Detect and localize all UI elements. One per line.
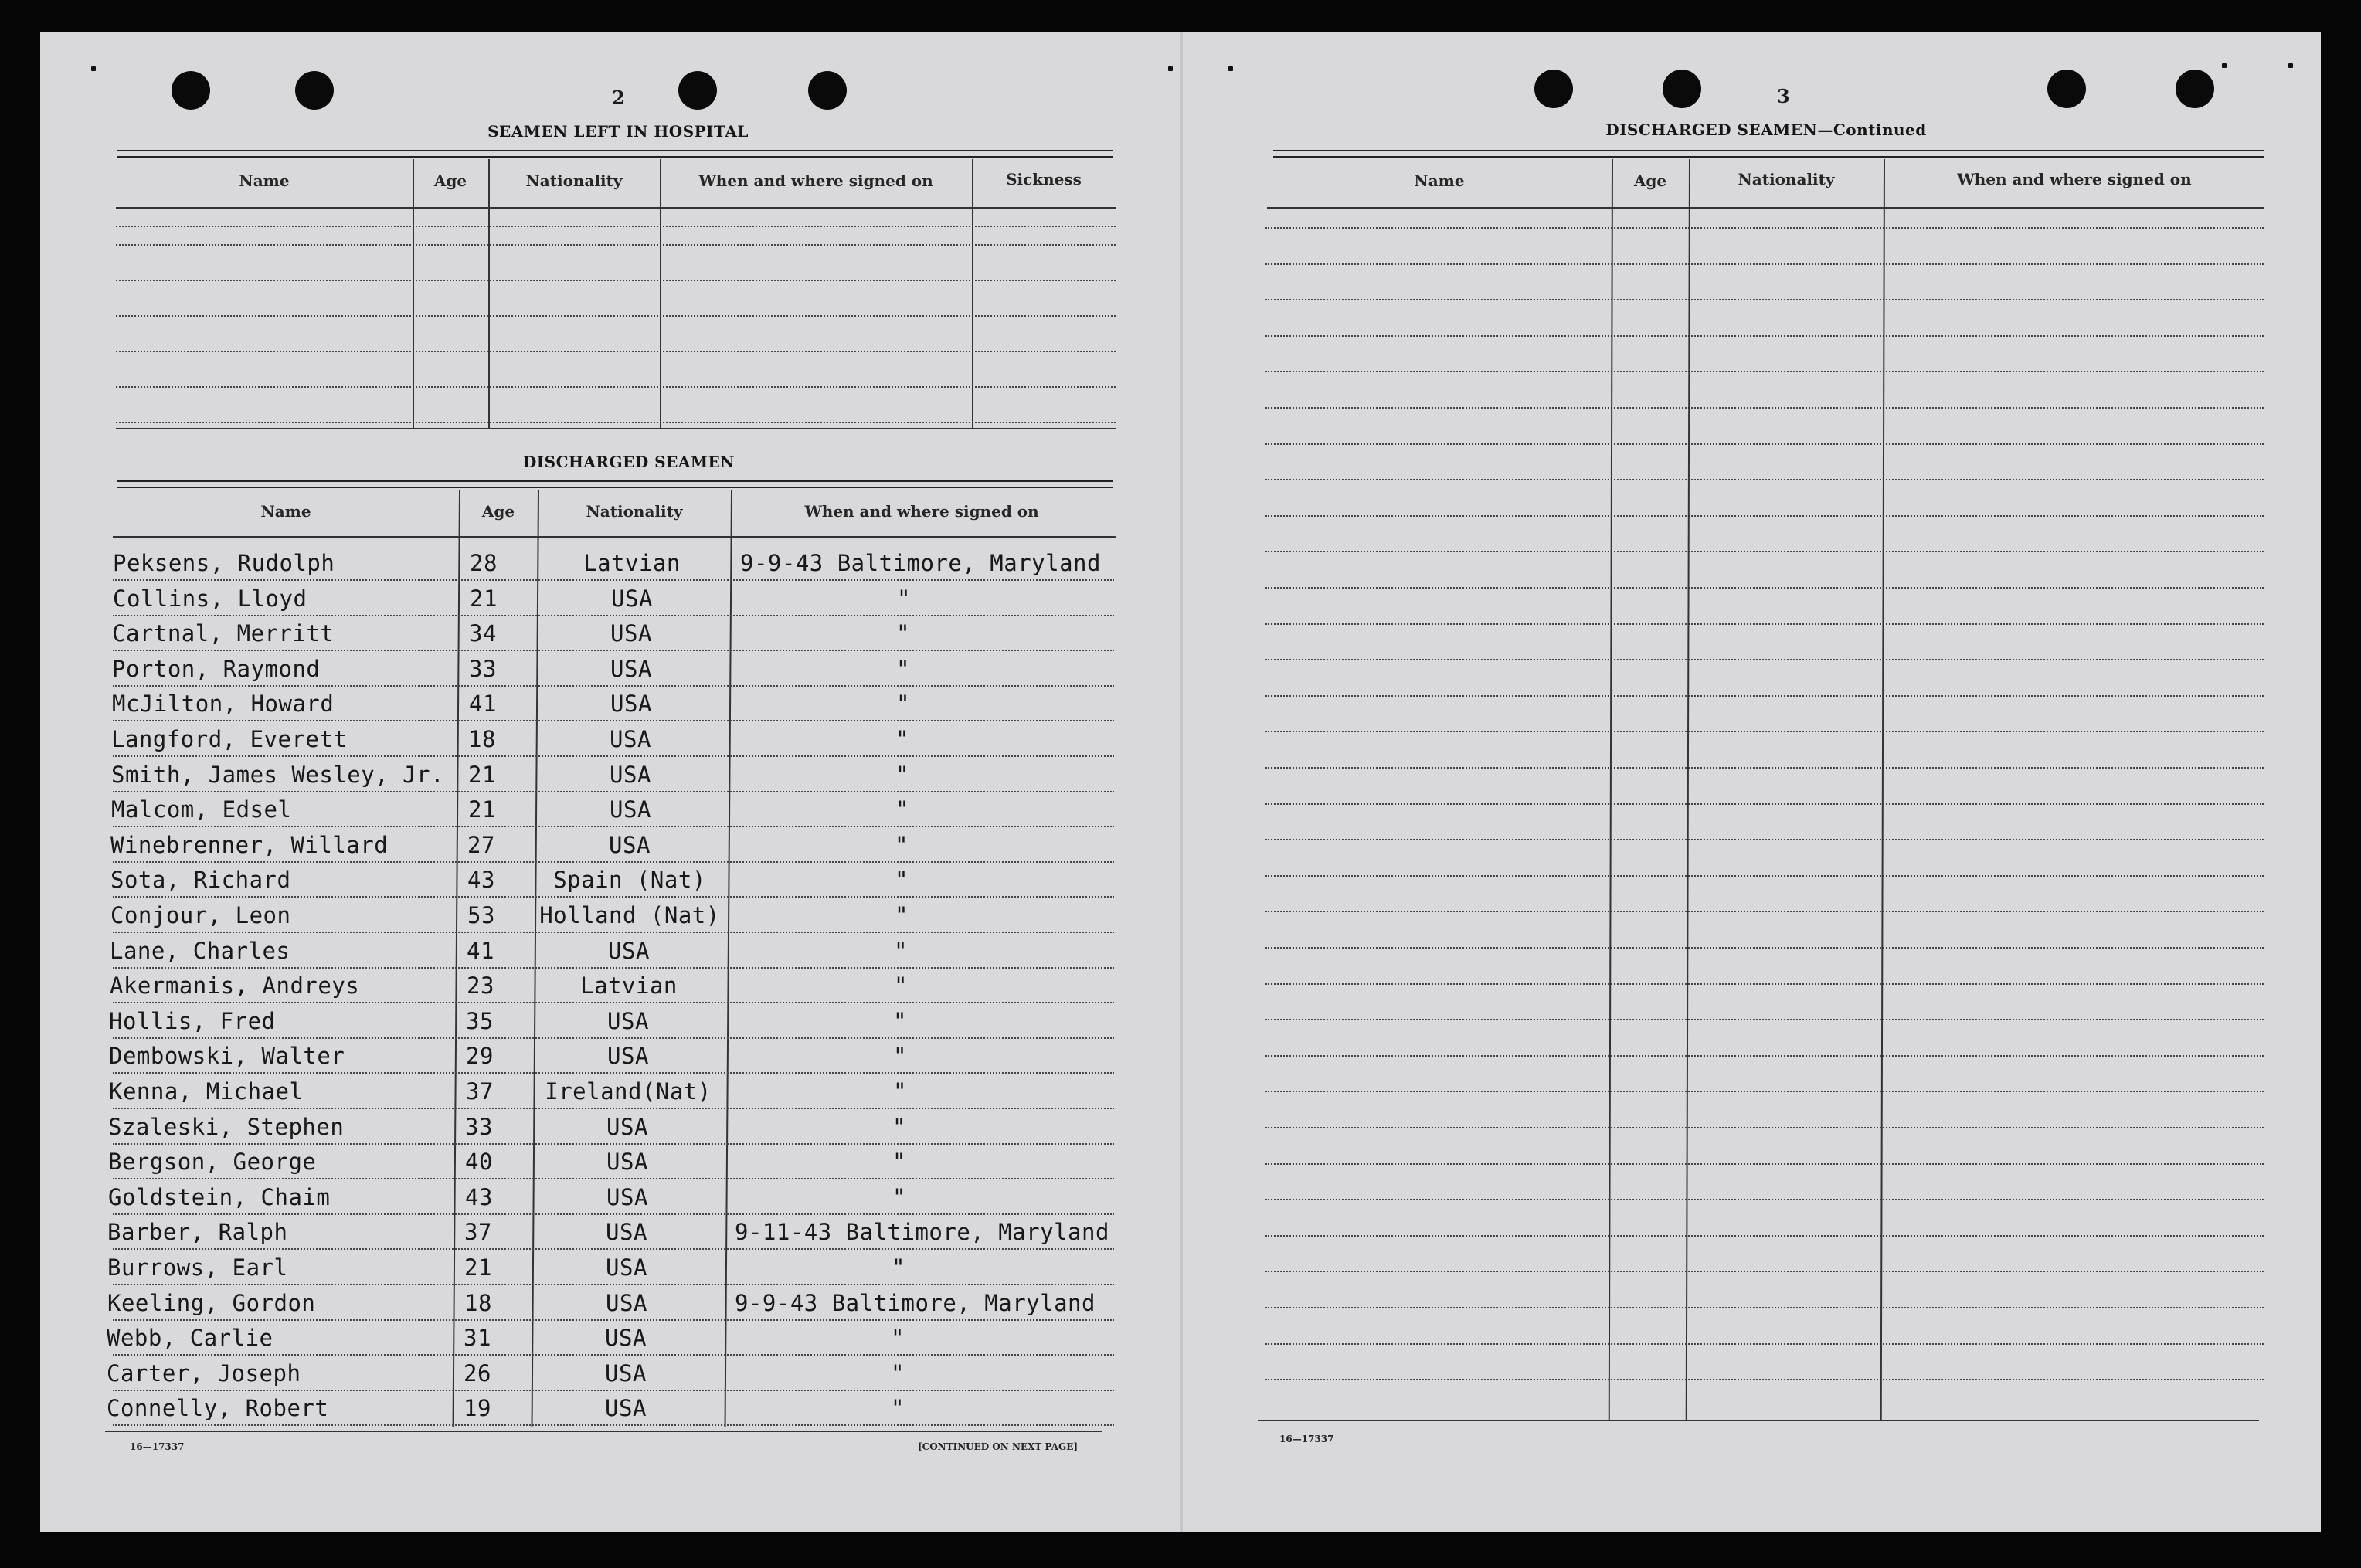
- punch-hole: [295, 71, 334, 110]
- hospital-row-line: [116, 386, 1116, 388]
- page-number: 2: [612, 87, 625, 109]
- row-name: Goldstein, Chaim: [108, 1184, 331, 1210]
- row-name: Szaleski, Stephen: [108, 1114, 345, 1140]
- row-age: 43: [467, 867, 495, 893]
- right-header-rule: [1267, 207, 2264, 209]
- row-nationality: Holland (Nat): [539, 902, 720, 928]
- right-col-nationality: Nationality: [1738, 170, 1835, 188]
- blank-row-line: [1265, 515, 2264, 517]
- row-signed-on: ": [897, 585, 911, 612]
- row-signed-on: ": [891, 1325, 905, 1351]
- row-name: Hollis, Fred: [109, 1008, 276, 1034]
- row-nationality: USA: [606, 1149, 648, 1175]
- row-signed-on: ": [894, 972, 908, 999]
- row-nationality: USA: [606, 1290, 647, 1316]
- row-name: Barber, Ralph: [107, 1219, 288, 1245]
- blank-row-line: [1265, 695, 2264, 697]
- row-name: Sota, Richard: [110, 867, 291, 893]
- scan-speck: [91, 66, 96, 71]
- row-age: 21: [464, 1254, 492, 1281]
- hospital-col-signed-on: When and where signed on: [698, 171, 933, 190]
- scan-edge: [2322, 1043, 2361, 1568]
- row-age: 33: [469, 656, 497, 682]
- row-line: [113, 1284, 1114, 1285]
- row-line: [113, 1390, 1114, 1391]
- blank-row-line: [1265, 1163, 2264, 1165]
- row-name: Connelly, Robert: [107, 1395, 329, 1421]
- hospital-row-line: [116, 422, 1116, 423]
- row-name: Webb, Carlie: [107, 1325, 273, 1351]
- row-age: 40: [465, 1149, 493, 1175]
- row-signed-on: ": [893, 1078, 907, 1105]
- row-age: 35: [466, 1008, 494, 1034]
- row-name: Burrows, Earl: [107, 1254, 288, 1281]
- row-nationality: USA: [605, 1360, 647, 1386]
- punch-hole: [1663, 70, 1701, 108]
- page-fold: [1180, 32, 1183, 1532]
- hospital-col-divider: [413, 159, 414, 428]
- form-number: 16—17337: [1279, 1434, 1334, 1444]
- blank-row-line: [1265, 1307, 2264, 1308]
- row-name: Keeling, Gordon: [107, 1290, 316, 1316]
- discharged-double-rule: [117, 480, 1113, 488]
- blank-row-line: [1265, 407, 2264, 409]
- hospital-row-line: [116, 315, 1116, 317]
- hospital-row-line: [116, 280, 1116, 281]
- row-age: 28: [470, 550, 498, 576]
- blank-row-line: [1265, 1379, 2264, 1380]
- discharged-col-nationality: Nationality: [586, 502, 683, 521]
- row-age: 53: [467, 902, 495, 928]
- row-signed-on: ": [895, 726, 909, 752]
- discharged-section-title: DISCHARGED SEAMEN: [522, 453, 735, 471]
- row-signed-on: 9-11-43 Baltimore, Maryland: [735, 1219, 1109, 1245]
- row-nationality: Spain (Nat): [553, 867, 706, 893]
- row-line: [113, 720, 1114, 721]
- row-nationality: USA: [606, 1114, 648, 1140]
- blank-row-line: [1265, 623, 2264, 625]
- row-age: 19: [464, 1395, 491, 1421]
- punch-hole: [1534, 70, 1573, 108]
- discharged-col-age: Age: [481, 502, 515, 521]
- row-name: Peksens, Rudolph: [113, 550, 335, 576]
- hospital-col-age: Age: [433, 171, 467, 190]
- hospital-row-line: [116, 351, 1116, 352]
- right-bottom-rule: [1258, 1420, 2259, 1421]
- discharged-col-name: Name: [260, 502, 311, 521]
- row-nationality: USA: [610, 656, 652, 682]
- row-nationality: USA: [610, 691, 652, 717]
- row-nationality: Latvian: [580, 972, 678, 999]
- row-nationality: Latvian: [583, 550, 681, 576]
- blank-row-line: [1265, 1091, 2264, 1092]
- row-age: 21: [468, 796, 496, 823]
- row-signed-on: 9-9-43 Baltimore, Maryland: [735, 1290, 1096, 1316]
- row-nationality: USA: [607, 1043, 649, 1069]
- row-nationality: USA: [610, 726, 651, 752]
- row-line: [113, 1178, 1114, 1179]
- row-nationality: USA: [606, 1219, 647, 1245]
- blank-row-line: [1265, 983, 2264, 985]
- row-name: Porton, Raymond: [112, 656, 321, 682]
- row-signed-on: ": [892, 1114, 906, 1140]
- row-age: 37: [466, 1078, 494, 1105]
- row-age: 21: [468, 762, 496, 788]
- punch-hole: [678, 71, 717, 110]
- row-line: [113, 967, 1114, 969]
- blank-row-line: [1265, 659, 2264, 660]
- hospital-row-line: [116, 226, 1116, 227]
- hospital-double-rule: [117, 150, 1113, 158]
- row-name: Cartnal, Merritt: [112, 620, 335, 647]
- hospital-col-nationality: Nationality: [525, 171, 623, 190]
- right-col-signed-on: When and where signed on: [1957, 170, 2192, 188]
- row-name: Smith, James Wesley, Jr.: [111, 762, 445, 788]
- row-line: [113, 1248, 1114, 1250]
- blank-row-line: [1265, 371, 2264, 372]
- blank-row-line: [1265, 731, 2264, 732]
- scan-speck: [1228, 66, 1233, 71]
- row-name: Kenna, Michael: [109, 1078, 304, 1105]
- punch-hole: [808, 71, 847, 110]
- row-signed-on: ": [891, 1360, 905, 1386]
- row-name: Conjour, Leon: [110, 902, 291, 928]
- hospital-col-sickness: Sickness: [1006, 170, 1082, 188]
- row-signed-on: ": [892, 1254, 905, 1281]
- blank-row-line: [1265, 1019, 2264, 1020]
- row-age: 41: [467, 938, 494, 964]
- row-age: 18: [464, 1290, 492, 1316]
- row-line: [113, 1108, 1114, 1109]
- row-nationality: USA: [607, 1008, 649, 1034]
- row-line: [113, 1424, 1114, 1426]
- row-age: 21: [470, 585, 498, 612]
- row-signed-on: ": [895, 902, 909, 928]
- row-age: 43: [465, 1184, 493, 1210]
- blank-row-line: [1265, 587, 2264, 589]
- row-age: 29: [466, 1043, 494, 1069]
- row-line: [113, 1037, 1114, 1039]
- row-age: 27: [467, 832, 495, 858]
- row-line: [113, 1213, 1114, 1215]
- row-name: Carter, Joseph: [107, 1360, 301, 1386]
- row-line: [113, 1143, 1114, 1145]
- hospital-row-line: [116, 244, 1116, 246]
- blank-row-line: [1265, 839, 2264, 840]
- row-nationality: USA: [610, 762, 651, 788]
- row-age: 34: [469, 620, 497, 647]
- row-nationality: Ireland(Nat): [545, 1078, 712, 1105]
- scan-speck: [2222, 63, 2227, 68]
- discharged-col-signed-on: When and where signed on: [804, 502, 1039, 521]
- row-age: 23: [467, 972, 494, 999]
- blank-row-line: [1265, 1343, 2264, 1345]
- right-double-rule: [1273, 150, 2264, 158]
- row-line: [113, 896, 1114, 898]
- hospital-col-name: Name: [239, 171, 290, 190]
- row-line: [113, 650, 1114, 651]
- row-age: 31: [464, 1325, 491, 1351]
- row-nationality: USA: [605, 1395, 647, 1421]
- blank-row-line: [1265, 1235, 2264, 1237]
- row-nationality: USA: [610, 796, 651, 823]
- blank-row-line: [1265, 1271, 2264, 1272]
- blank-row-line: [1265, 299, 2264, 300]
- discharged-bottom-rule: [105, 1431, 1102, 1432]
- row-line: [113, 1072, 1114, 1074]
- row-signed-on: 9-9-43 Baltimore, Maryland: [740, 550, 1101, 576]
- row-name: Lane, Charles: [110, 938, 290, 964]
- hospital-header-rule: [116, 207, 1116, 209]
- row-signed-on: ": [892, 1184, 906, 1210]
- row-name: Akermanis, Andreys: [110, 972, 360, 999]
- row-signed-on: ": [893, 1043, 907, 1069]
- row-signed-on: ": [895, 762, 909, 788]
- scan-speck: [2288, 63, 2293, 68]
- row-signed-on: ": [895, 832, 909, 858]
- scan-speck: [1168, 66, 1173, 71]
- blank-row-line: [1265, 875, 2264, 877]
- row-nationality: USA: [606, 1254, 647, 1281]
- hospital-col-divider: [488, 159, 490, 428]
- row-signed-on: ": [896, 620, 910, 647]
- row-signed-on: ": [894, 938, 908, 964]
- punch-hole: [172, 71, 210, 110]
- row-line: [113, 685, 1114, 687]
- row-age: 41: [469, 691, 497, 717]
- row-name: Malcom, Edsel: [111, 796, 292, 823]
- row-name: McJilton, Howard: [112, 691, 335, 717]
- blank-row-line: [1265, 479, 2264, 480]
- blank-row-line: [1265, 263, 2264, 265]
- blank-row-line: [1265, 803, 2264, 805]
- hospital-section-title: SEAMEN LEFT IN HOSPITAL: [487, 122, 749, 141]
- hospital-bottom-rule: [116, 428, 1116, 429]
- row-signed-on: ": [891, 1395, 905, 1421]
- row-nationality: USA: [609, 832, 651, 858]
- row-name: Winebrenner, Willard: [110, 832, 389, 858]
- row-age: 18: [468, 726, 496, 752]
- row-nationality: USA: [608, 938, 650, 964]
- row-nationality: USA: [606, 1184, 648, 1210]
- row-signed-on: ": [896, 691, 910, 717]
- row-line: [113, 932, 1114, 933]
- row-nationality: USA: [610, 620, 652, 647]
- row-age: 37: [464, 1219, 492, 1245]
- continued-note: [CONTINUED ON NEXT PAGE]: [918, 1441, 1079, 1452]
- hospital-col-divider: [660, 159, 661, 428]
- blank-row-line: [1265, 227, 2264, 229]
- blank-row-line: [1265, 1127, 2264, 1128]
- punch-hole: [2176, 70, 2214, 108]
- blank-row-line: [1265, 335, 2264, 337]
- row-name: Dembowski, Walter: [109, 1043, 345, 1069]
- row-age: 26: [464, 1360, 491, 1386]
- row-signed-on: ": [895, 867, 909, 893]
- form-number: 16—17337: [130, 1441, 185, 1452]
- blank-row-line: [1265, 911, 2264, 912]
- row-signed-on: ": [892, 1149, 906, 1175]
- row-signed-on: ": [896, 656, 910, 682]
- row-line: [113, 861, 1114, 863]
- blank-row-line: [1265, 1199, 2264, 1200]
- blank-row-line: [1265, 1055, 2264, 1057]
- row-signed-on: ": [895, 796, 909, 823]
- row-line: [113, 615, 1114, 616]
- row-line: [113, 791, 1114, 792]
- row-name: Bergson, George: [108, 1149, 317, 1175]
- row-name: Collins, Lloyd: [113, 585, 307, 612]
- row-line: [113, 1319, 1114, 1321]
- row-nationality: USA: [605, 1325, 647, 1351]
- punch-hole: [2047, 70, 2086, 108]
- right-col-name: Name: [1414, 171, 1465, 190]
- row-signed-on: ": [893, 1008, 907, 1034]
- row-nationality: USA: [611, 585, 653, 612]
- row-line: [113, 579, 1114, 581]
- row-line: [113, 1002, 1114, 1003]
- row-age: 33: [465, 1114, 493, 1140]
- page-number: 3: [1777, 85, 1790, 107]
- right-section-title: DISCHARGED SEAMEN—Continued: [1605, 120, 1927, 139]
- row-line: [113, 755, 1114, 757]
- right-col-age: Age: [1633, 171, 1667, 190]
- blank-row-line: [1265, 443, 2264, 445]
- blank-row-line: [1265, 551, 2264, 552]
- blank-row-line: [1265, 947, 2264, 949]
- row-name: Langford, Everett: [111, 726, 348, 752]
- hospital-col-divider: [972, 159, 973, 428]
- row-line: [113, 1354, 1114, 1356]
- row-line: [113, 826, 1114, 827]
- discharged-header-rule: [113, 536, 1116, 538]
- blank-row-line: [1265, 767, 2264, 769]
